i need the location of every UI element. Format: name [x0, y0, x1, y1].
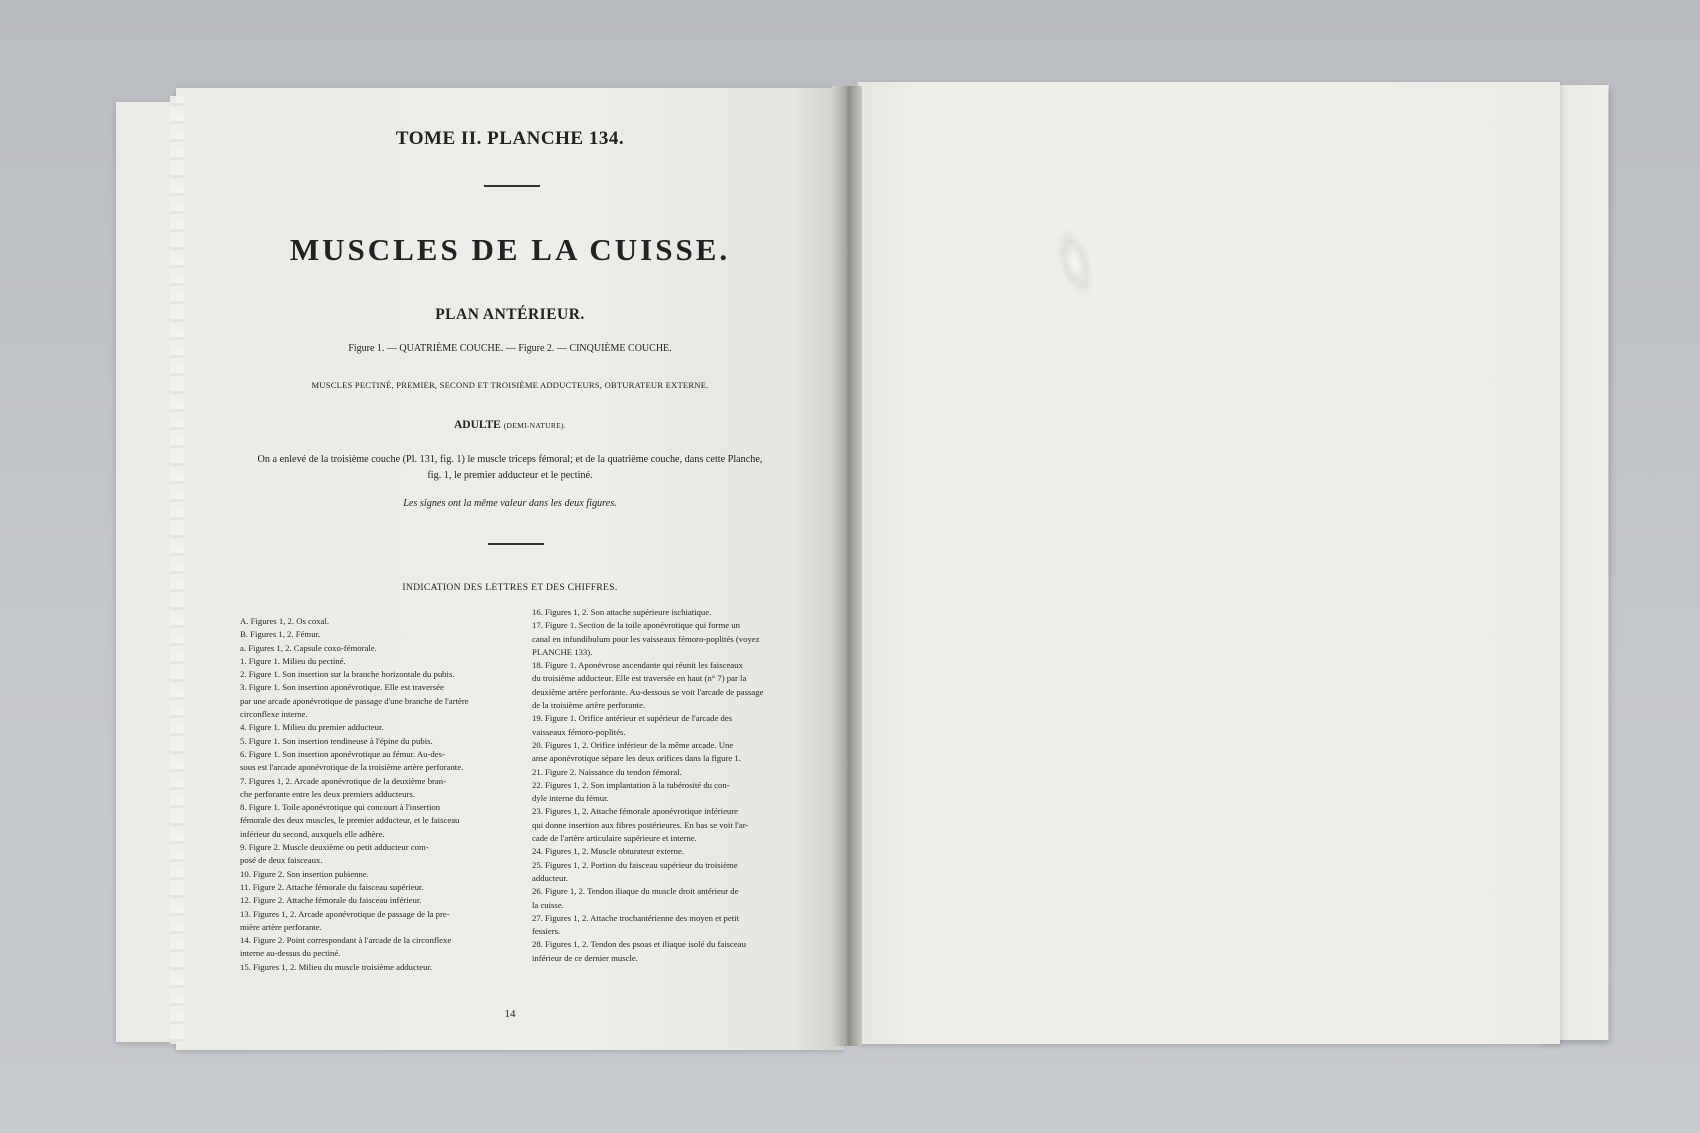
legend-line: 10. Figure 2. Son insertion pubienne. [240, 868, 369, 879]
legend-line: 6. Figure 1. Son insertion aponévrotique au fémur. Au-des- [240, 748, 445, 759]
legend-line: 1. Figure 1. Milieu du pectiné. [240, 655, 346, 666]
divider-top [484, 185, 540, 187]
legend-line: de la troisième artère perforante. [532, 700, 646, 711]
legend-column-left [240, 615, 512, 974]
legend-line: vaisseaux fémoro-poplités. [532, 726, 626, 737]
intro-paragraph [176, 452, 844, 484]
adulte-note: (DEMI-NATURE). [503, 421, 567, 430]
legend-line: 9. Figure 2. Muscle deuxième ou petit adducteur com- [240, 842, 429, 853]
legend-line: interne au-dessus du pectiné. [240, 948, 341, 959]
legend-line: 25. Figures 1, 2. Portion du faisceau supérieur du troisième [532, 859, 738, 870]
legend-line: du troisième adducteur. Elle est traversée en haut (n° 7) par la [532, 673, 747, 684]
legend-line: 2. Figure 1. Son insertion sur la branche horizontale du pubis. [240, 669, 455, 680]
legend-line: 21. Figure 2. Naissance du tendon fémoral. [532, 766, 682, 777]
legend-line: 5. Figure 1. Son insertion tendineuse à l'épine du pubis. [240, 735, 433, 746]
legend-line: cade de l'artère articulaire supérieure et interne. [532, 833, 697, 844]
legend-line: mière artère perforante. [240, 921, 322, 932]
legend-line: PLANCHE 133). [532, 646, 593, 657]
legend-line: 17. Figure 1. Section de la toile aponévrotique qui forme un [532, 620, 740, 631]
legend-line: 13. Figures 1, 2. Arcade aponévrotique de passage de la pre- [240, 908, 450, 919]
legend-line: 28. Figures 1, 2. Tendon des psoas et iliaque isolé du faisceau [532, 939, 746, 950]
legend-line: 12. Figure 2. Attache fémorale du faisceau inférieur. [240, 895, 422, 906]
legend-line: B. Figures 1, 2. Fémur. [240, 629, 321, 640]
legend-line: 22. Figures 1, 2. Son implantation à la tubérosité du con- [532, 779, 730, 790]
page-number: 14 [504, 1008, 516, 1020]
legend-line: 16. Figures 1, 2. Son attache supérieure ischiatique. [532, 607, 712, 617]
legend-line: 19. Figure 1. Orifice antérieur et supérieur de l'arcade des [532, 713, 733, 724]
figures-line: Figure 1. — QUATRIÈME COUCHE. — Figure 2. — CINQUIÈME COUCHE. [348, 343, 672, 354]
signs-note: Les signes ont la même valeur dans les deux figures. [403, 498, 617, 509]
legend-line: deuxième artère perforante. Au-dessous se voit l'arcade de passage [532, 686, 764, 697]
legend-line: adducteur. [532, 872, 568, 883]
tome-header: TOME II. PLANCHE 134. [395, 128, 625, 149]
legend-line: 18. Figure 1. Aponévrose ascendante qui réunit les faisceaux [532, 660, 743, 671]
legend-line: 8. Figure 1. Toile aponévrotique qui concourt à l'insertion [240, 802, 441, 813]
legend-line: 20. Figures 1, 2. Orifice inférieur de la même arcade. Une [532, 739, 734, 750]
legend-line: 4. Figure 1. Milieu du premier adducteur. [240, 722, 384, 733]
legend-line: 15. Figures 1, 2. Milieu du muscle troisième adducteur. [240, 961, 433, 972]
legend-line: qui donne insertion aux fibres postérieures. En bas se voit l'ar- [532, 819, 749, 830]
legend-line: circonflexe interne. [240, 709, 308, 720]
legend-line: fessiers. [532, 926, 561, 937]
legend-line: anse aponévrotique sépare les deux orifices dans la figure 1. [532, 753, 741, 764]
legend-column-right [532, 606, 814, 965]
legend-line: 14. Figure 2. Point correspondant à l'arcade de la circonflexe [240, 935, 452, 946]
legend-line: la cuisse. [532, 899, 564, 910]
legend-line: inférieur du second, auxquels elle adhère. [240, 828, 385, 839]
legend-line: par une arcade aponévrotique de passage d'une branche de l'artère [240, 695, 469, 706]
legend-line: 7. Figures 1, 2. Arcade aponévrotique de la deuxième bran- [240, 775, 447, 786]
adulte-label: ADULTE [453, 419, 501, 431]
legend-line: inférieur de ce dernier muscle. [532, 952, 638, 963]
legend-line: 26. Figure 1, 2. Tendon iliaque du muscle droit antérieur de [532, 886, 739, 897]
muscles-line: MUSCLES PECTINÉ, PREMIER, SECOND ET TROISIÈME ADDUCTEURS, OBTURATEUR EXTERNE. [311, 380, 709, 390]
intro-line: On a enlevé de la troisième couche (Pl. 131, fig. 1) le muscle triceps fémoral; et de la quatrième couche, dans cette Planche, [257, 454, 763, 465]
right-page-blank [858, 82, 1560, 1044]
legend-line: sous est l'arcade aponévrotique de la troisième artère perforante. [240, 762, 464, 773]
legend-line: posé de deux faisceaux. [240, 855, 323, 866]
legend-line: A. Figures 1, 2. Os coxal. [240, 616, 330, 626]
legend-line: 3. Figure 1. Son insertion aponévrotique. Elle est traversée [240, 682, 444, 693]
legend-line: 24. Figures 1, 2. Muscle obturateur externe. [532, 846, 684, 857]
legend-line: dyle interne du fémur. [532, 793, 609, 804]
legend-line: 27. Figures 1, 2. Attache trochantérienne des moyen et petit [532, 912, 739, 923]
legend-line: 23. Figures 1, 2. Attache fémorale aponévrotique inférieure [532, 806, 739, 817]
plan-subtitle: PLAN ANTÉRIEUR. [435, 306, 585, 323]
book-gutter [832, 86, 862, 1046]
adulte-heading [176, 419, 844, 431]
legend-line: 11. Figure 2. Attache fémorale du faisceau supérieur. [240, 881, 424, 892]
divider-middle [488, 543, 544, 545]
intro-line: fig. 1, le premier adducteur et le pectiné. [427, 470, 593, 481]
legend-line: a. Figures 1, 2. Capsule coxo-fémorale. [240, 642, 377, 653]
legend-line: che perforante entre les deux premiers adducteurs. [240, 788, 415, 799]
indication-heading: INDICATION DES LETTRES ET DES CHIFFRES. [402, 582, 618, 593]
legend-line: canal en infundibulum pour les vaisseaux fémoro-poplités (voyez [532, 633, 760, 644]
page-title: MUSCLES DE LA CUISSE. [289, 232, 731, 267]
legend-line: fémorale des deux muscles, le premier adducteur, et le faisceau [240, 815, 460, 826]
